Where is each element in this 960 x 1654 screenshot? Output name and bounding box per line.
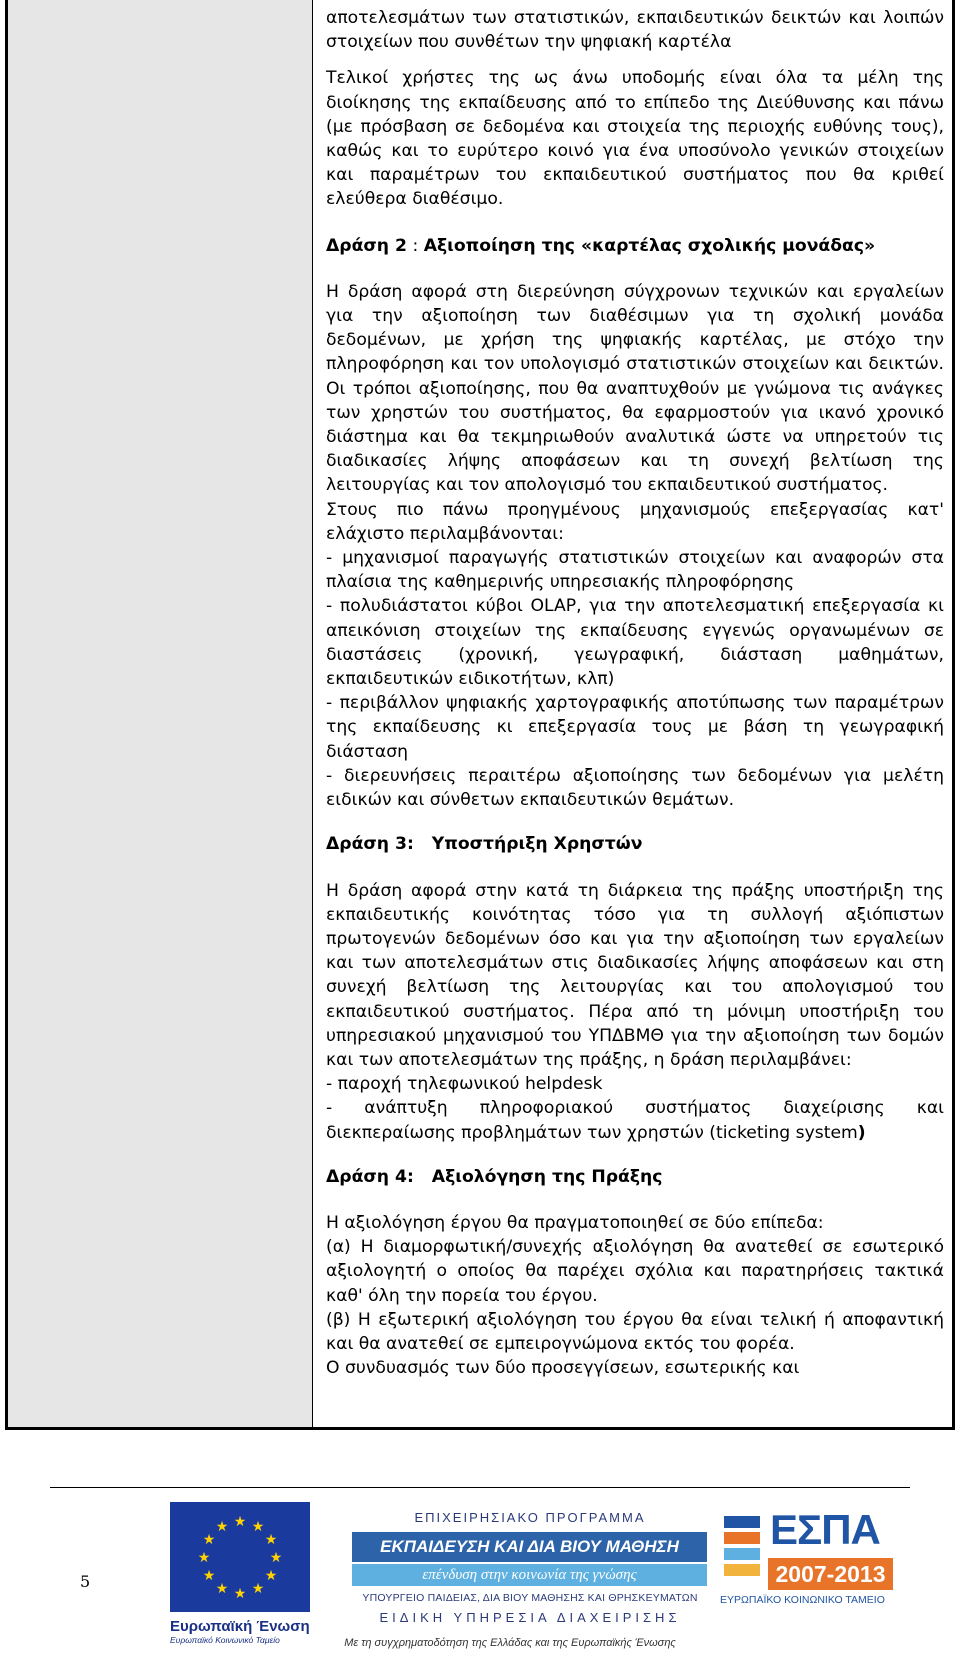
svg-text:★: ★: [251, 1519, 265, 1535]
action-3-bullet-2: [326, 1096, 944, 1144]
action-2-title: Αξιοποίηση της «καρτέλας σχολικής μονάδας»: [423, 235, 876, 256]
svg-text:★: ★: [202, 1532, 216, 1548]
svg-text:★: ★: [215, 1581, 229, 1597]
svg-text:★: ★: [251, 1581, 265, 1597]
espa-bars-icon: [720, 1512, 766, 1592]
svg-text:★: ★: [269, 1550, 283, 1566]
program-motto: επένδυση στην κοινωνία της γνώσης: [352, 1564, 707, 1586]
program-name-banner: ΕΚΠΑΙΔΕΥΣΗ ΚΑΙ ΔΙΑ ΒΙΟΥ ΜΑΘΗΣΗ: [352, 1532, 707, 1562]
espa-logo: [720, 1506, 900, 1626]
action-3-paragraph: Η δράση αφορά στην κατά τη διάρκεια της πράξης υποστήριξη της εκπαιδευτικής κοινότητας τόσο για τη συλλογή αξιόπιστων πρωτογενών δεδομένων όσο και για την αξιοποίηση των εργαλείων και των αποτελεσμάτων στις διαδικασίες λήψης αποφάσεων και στη συνεχή βελτίωση της λειτουργίας και του απολογισμού του εκπαιδευτικού συστήματος. Πέρα από τη μόνιμη υποστήριξη του υπηρεσιακού μηχανισμού του ΥΠΔΒΜΘ για την αξιοποίηση των δομών και των αποτελεσμάτων της πράξης, η δράση περιλαμβάνει:: [326, 880, 944, 1070]
action-3-heading: Δράση 3: Υποστήριξη Χρηστών: [326, 834, 643, 855]
intro-paragraph-1: αποτελεσμάτων των στατιστικών, εκπαιδευτικών δεικτών και λοιπών στοιχείων που συνθέτων την ψηφιακή καρτέλα: [326, 8, 944, 53]
action-3-bullet-2-close: ): [857, 1122, 866, 1143]
action-3-bullet-2-text: - ανάπτυξη πληροφοριακού συστήματος διαχείρισης και διεκπεραίωσης προβλημάτων των χρηστών (ticketing system: [326, 1098, 944, 1143]
eu-fund-label: Ευρωπαϊκό Κοινωνικό Ταμείο: [170, 1635, 280, 1645]
svg-text:★: ★: [215, 1519, 229, 1535]
action-4-heading: Δράση 4: Αξιολόγηση της Πράξης: [326, 1166, 663, 1187]
program-logo: [340, 1502, 720, 1652]
svg-text:★: ★: [233, 1514, 247, 1530]
svg-text:★: ★: [264, 1532, 278, 1548]
espa-wordmark: ΕΣΠΑ: [770, 1506, 880, 1553]
action-4-item-b: (β) Η εξωτερική αξιολόγηση του έργου θα είναι τελική ή αποφαντική και θα ανατεθεί σε εμπειρογνώμονα εκτός του φορέα.: [326, 1309, 944, 1354]
action-2-bullet-3: - περιβάλλον ψηφιακής χαρτογραφικής αποτύπωσης των παραμέτρων της εκπαίδευσης κι επεξεργασία τους με βάση τη γεωγραφική διάσταση: [326, 693, 944, 762]
action-3-bullet-1: - παροχή τηλεφωνικού helpdesk: [326, 1074, 603, 1095]
eu-stars-icon: [170, 1502, 310, 1612]
action-4-item-a: (α) Η διαμορφωτική/συνεχής αξιολόγηση θα ανατεθεί σε εσωτερικό αξιολογητή ο οποίος θα παρέχει σχόλια και παρατηρήσεις τακτικά καθ' όλη την πορεία του έργου.: [326, 1237, 944, 1306]
action-2-heading: [326, 234, 944, 258]
espa-years-badge: 2007-2013: [768, 1558, 893, 1590]
eu-logo: [170, 1502, 316, 1652]
program-title: ΕΠΙΧΕΙΡΗΣΙΑΚΟ ΠΡΟΓΡΑΜΜΑ: [414, 1510, 646, 1525]
svg-text:★: ★: [197, 1550, 211, 1566]
table-left-column: [8, 0, 313, 1427]
action-2-bullet-2: - πολυδιάστατοι κύβοι OLAP, για την αποτελεσματική επεξεργασία κι απεικόνιση στοιχείων της εκπαίδευσης εγγενώς οργανωμένων σε διαστάσεις (χρονική, γεωγραφική, διάσταση μαθημάτων, εκπαιδευτικών ειδικοτήτων, κλπ): [326, 596, 944, 690]
action-2-paragraph: Η δράση αφορά στη διερεύνηση σύγχρονων τεχνικών και εργαλείων για την αξιοποίηση των διαθέσιμων για τη σχολική μονάδα δεδομένων, με χρήση της ψηφιακής καρτέλας, με στόχο την πληροφόρηση και τον υπολογισμό στατιστικών στοιχείων και δεικτών. Οι τρόποι αξιοποίησης, που θα αναπτυχθούν με γνώμονα τις ανάγκες των χρηστών του συστήματος, θα εφαρμοστούν για ικανό χρονικό διάστημα και θα τεκμηριωθούν αναλυτικά ώστε να υπηρετούν τις διαδικασίες λήψης αποφάσεων και τη συνεχή βελτίωση της λειτουργίας και τον απολογισμό του εκπαιδευτικού συστήματος.: [326, 281, 944, 496]
ministry-name: ΥΠΟΥΡΓΕΙΟ ΠΑΙΔΕΙΑΣ, ΔΙΑ ΒΙΟΥ ΜΑΘΗΣΗΣ ΚΑΙ ΘΡΗΣΚΕΥΜΑΤΩΝ: [362, 1592, 698, 1604]
page-number: 5: [80, 1572, 91, 1591]
intro-paragraph-2: Τελικοί χρήστες της ως άνω υποδομής είναι όλα τα μέλη της διοίκησης της εκπαίδευσης από το επίπεδο της Διεύθυνσης και πάνω (με πρόσβαση σε δεδομένα και στοιχεία της περιοχής ευθύνης τους), καθώς και το ευρύτερο κοινό για ένα υποσύνολο γενικών στοιχείων και παραμέτρων του εκπαιδευτικού συστήματος που θα κριθεί ελεύθερα διαθέσιμο.: [326, 68, 944, 210]
svg-text:★: ★: [264, 1568, 278, 1584]
document-table: [5, 0, 955, 1430]
action-4-paragraph: Η αξιολόγηση έργου θα πραγματοποιηθεί σε δύο επίπεδα:: [326, 1212, 824, 1233]
eu-name-label: Ευρωπαϊκή Ένωση: [170, 1618, 310, 1635]
action-4-item-c: Ο συνδυασμός των δύο προσεγγίσεων, εσωτερικής και: [326, 1358, 800, 1379]
footer-divider: [50, 1487, 910, 1488]
action-2-intro-list: Στους πιο πάνω προηγμένους μηχανισμούς επεξεργασίας κατ' ελάχιστο περιλαμβάνονται:: [326, 499, 944, 544]
espa-fund-label: ΕΥΡΩΠΑΪΚΟ ΚΟΙΝΩΝΙΚΟ ΤΑΜΕΙΟ: [720, 1594, 885, 1606]
action-2-bullet-4: - διερευνήσεις περαιτέρω αξιοποίησης των δεδομένων για μελέτη ειδικών και σύνθετων εκπαιδευτικών θεμάτων.: [326, 765, 944, 811]
action-2-label: Δράση 2: [326, 235, 407, 256]
action-2-separator: :: [406, 235, 424, 256]
svg-text:★: ★: [233, 1586, 247, 1602]
management-service-name: ΕΙΔΙΚΗ ΥΠΗΡΕΣΙΑ ΔΙΑΧΕΙΡΙΣΗΣ: [379, 1610, 681, 1625]
action-2-bullet-1: - μηχανισμοί παραγωγής στατιστικών στοιχείων και αναφορών στα πλαίσια της καθημερινής υπηρεσιακής πληροφόρησης: [326, 548, 944, 593]
cofinancing-note: Με τη συγχρηματοδότηση της Ελλάδας και της Ευρωπαϊκής Ένωσης: [344, 1637, 676, 1649]
table-content-column: [326, 6, 944, 1380]
eu-flag-icon: [170, 1502, 310, 1612]
svg-text:★: ★: [202, 1568, 216, 1584]
